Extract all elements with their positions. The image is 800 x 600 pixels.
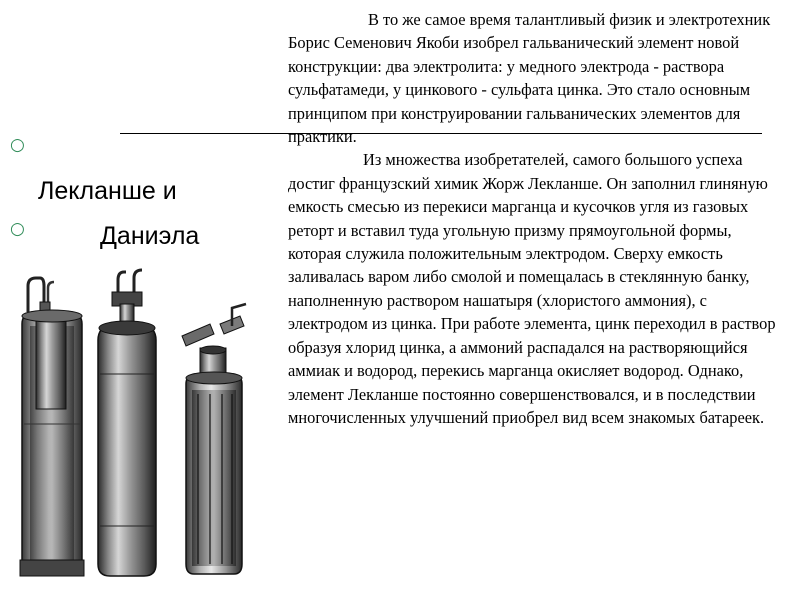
slide-title-line-1: Лекланше и — [38, 177, 177, 205]
galvanic-cells-illustration-icon — [14, 264, 274, 584]
body-paragraph-1: В то же самое время талантливый физик и электротехник Борис Семенович Якоби изобрел гальванический элемент новой конструкции: два электролита: у медного электрода - раствора сульфатамеди, у цинкового - сульфата цинка. Это стало основным принципом при конструировании гальванических элементов для практики. — [288, 10, 771, 147]
cell-1-graphic — [20, 278, 84, 576]
body-text — [288, 8, 778, 429]
slide-title-line-2: Даниэла — [100, 222, 200, 250]
cell-2-graphic — [98, 270, 156, 576]
bullet-2-icon: ○ — [10, 219, 25, 239]
cell-3-graphic — [182, 304, 246, 574]
body-paragraph-2: Из множества изобретателей, самого большого успеха достиг французский химик Жорж Лекланше. Он заполнил глиняную емкость смесью из перекиси марганца и кусочков угля из газовых реторт и вставил туда угольную призму прямоугольной формы, которая служила положительным электродом. Сверху емкость заливалась варом либо смолой и помещалась в стеклянную банку, наполненную раствором нашатыря (хлористого аммония), с электродом из цинка. При работе элемента, цинк переходил в раствор образуя хлорид цинка, а аммоний распадался на растворяющийся аммиак и водород, перекись марганца окисляет водород. Однако, элемент Лекланше постоянно совершенствовался, и в последствии многочисленных улучшений приобрел вид всем знакомых батареек. — [288, 150, 776, 427]
bullet-1-icon: ○ — [10, 135, 25, 155]
